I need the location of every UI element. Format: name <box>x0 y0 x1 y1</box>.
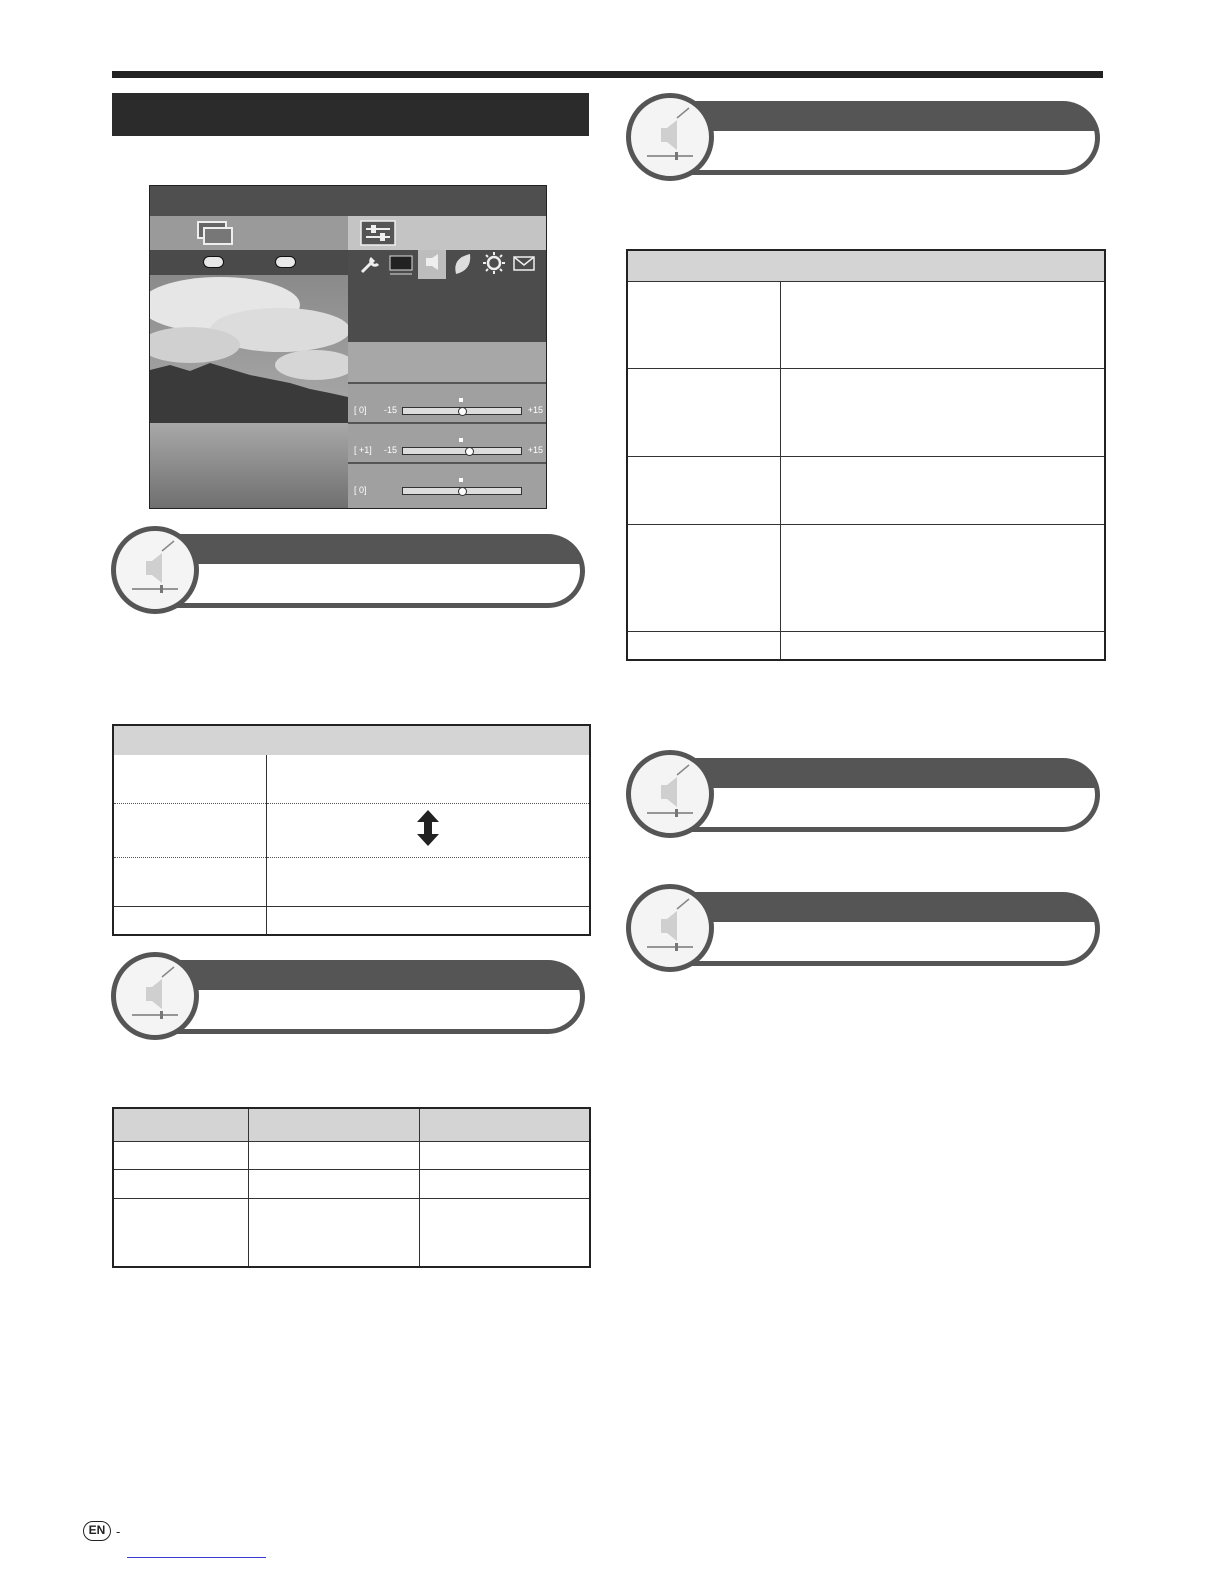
slider-min: -15 <box>384 405 398 415</box>
table-2 <box>112 1107 591 1268</box>
table-cell <box>267 907 591 935</box>
top-rule <box>112 71 1103 78</box>
updown-arrow-icon <box>415 808 441 848</box>
slider-center-mark <box>459 478 463 482</box>
menu-hintbar <box>150 250 348 275</box>
banner-icon-circle <box>111 526 199 614</box>
table-cell <box>627 524 781 631</box>
envelope-icon[interactable] <box>514 257 534 270</box>
setting-banner <box>626 884 1100 972</box>
slider-center-mark <box>459 398 463 402</box>
menu-selected-panel <box>348 342 547 382</box>
slider-knob[interactable] <box>465 447 474 456</box>
table-cell <box>420 1169 591 1198</box>
table-header-cell <box>420 1108 591 1141</box>
slider-max: +15 <box>527 405 543 415</box>
setting-banner <box>626 750 1100 838</box>
table-cell <box>420 1198 591 1267</box>
banner-icon-circle <box>626 884 714 972</box>
table-header-cell <box>249 1108 420 1141</box>
table-cell <box>781 368 1106 456</box>
setting-banner <box>626 93 1100 181</box>
section-heading-bar <box>112 93 589 136</box>
table-cell <box>420 1141 591 1169</box>
banner-icon-circle <box>111 952 199 1040</box>
eco-leaf-icon[interactable] <box>455 254 470 274</box>
table-cell <box>249 1169 420 1198</box>
slider-center-mark <box>459 438 463 442</box>
banner-icon-circle <box>626 93 714 181</box>
slider-max: +15 <box>527 445 543 455</box>
table-cell <box>627 456 781 524</box>
setting-banner <box>111 952 585 1040</box>
table-cell <box>267 857 591 906</box>
audio-settings-icon <box>116 531 194 609</box>
enter-button-icon <box>203 256 224 268</box>
sun-icon[interactable] <box>483 252 505 274</box>
tv-menu-screenshot <box>149 185 547 509</box>
table-3 <box>626 249 1106 661</box>
footer-link-underline[interactable] <box>127 1557 266 1558</box>
table-cell <box>627 631 781 660</box>
table-cell <box>781 281 1106 368</box>
return-button-icon <box>275 256 296 268</box>
table-header <box>113 725 590 755</box>
slider-track[interactable] <box>402 447 522 455</box>
banner-icon-circle <box>626 750 714 838</box>
audio-settings-icon <box>116 957 194 1035</box>
audio-settings-icon <box>631 98 709 176</box>
table-cell <box>781 456 1106 524</box>
table-1 <box>112 724 591 936</box>
table-cell <box>113 907 267 935</box>
banner-bar <box>670 892 1100 966</box>
landscape-photo <box>150 275 348 509</box>
slider-knob[interactable] <box>458 407 467 416</box>
table-cell <box>781 631 1106 660</box>
picture-bar-icon[interactable] <box>390 256 412 274</box>
banner-bar <box>670 758 1100 832</box>
language-badge: EN <box>83 1521 111 1541</box>
slider-row[interactable] <box>348 382 547 422</box>
menu-icon-row <box>348 250 547 342</box>
slider-min: -15 <box>384 445 398 455</box>
table-cell <box>113 857 267 906</box>
wrench-icon[interactable] <box>362 258 378 272</box>
table-cell <box>627 368 781 456</box>
banner-bar <box>155 960 585 1034</box>
table-cell <box>113 755 267 803</box>
table-cell <box>249 1141 420 1169</box>
menu-tab-right[interactable] <box>348 216 547 250</box>
page-number-separator: - <box>116 1524 121 1539</box>
banner-bar <box>670 101 1100 175</box>
banner-bar <box>155 534 585 608</box>
audio-settings-icon <box>631 889 709 967</box>
slider-row[interactable] <box>348 462 547 509</box>
table-cell <box>113 1169 249 1198</box>
slider-value: [ +1] <box>354 445 372 455</box>
table-cell <box>113 1198 249 1267</box>
windows-icon <box>196 220 236 248</box>
setting-banner <box>111 526 585 614</box>
table-header <box>627 250 1105 281</box>
table-cell <box>113 1141 249 1169</box>
audio-settings-icon <box>631 755 709 833</box>
slider-value: [ 0] <box>354 485 367 495</box>
slider-knob[interactable] <box>458 487 467 496</box>
table-cell <box>627 281 781 368</box>
slider-row[interactable] <box>348 422 547 462</box>
table-header-cell <box>113 1108 249 1141</box>
table-cell <box>113 804 267 858</box>
menu-tab-left[interactable] <box>150 216 348 250</box>
slider-value: [ 0] <box>354 405 367 415</box>
table-cell <box>249 1198 420 1267</box>
settings-sliders-icon <box>360 220 396 246</box>
table-cell <box>267 755 591 803</box>
menu-titlebar <box>150 186 546 216</box>
table-cell <box>267 804 591 858</box>
audio-icon[interactable] <box>418 250 446 279</box>
table-cell <box>781 524 1106 631</box>
